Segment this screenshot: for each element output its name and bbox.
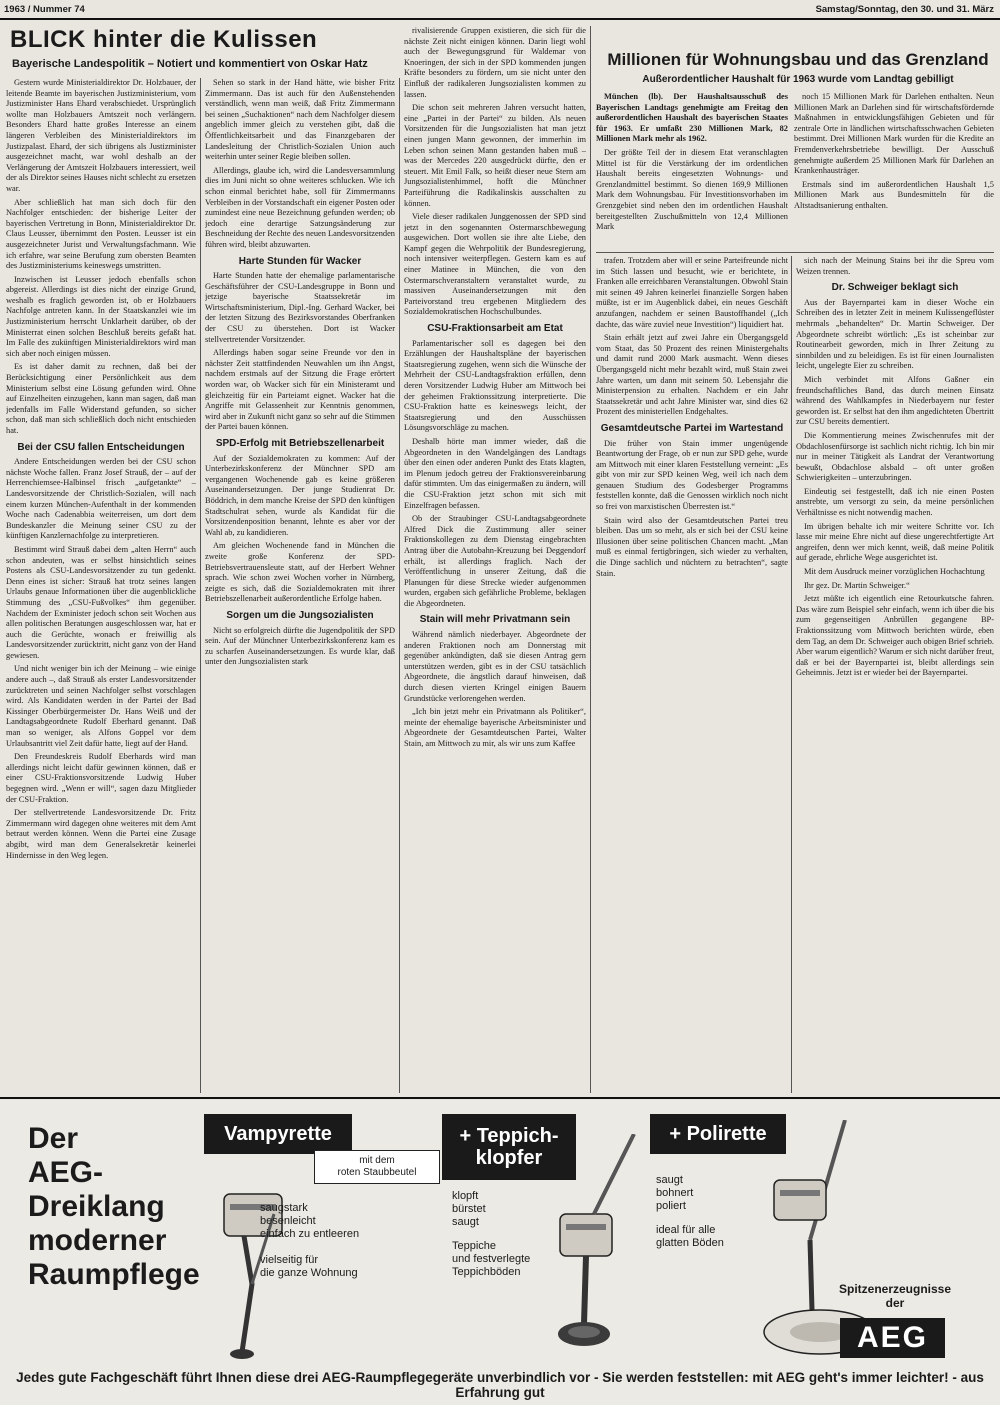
aeg-logo: AEG	[840, 1318, 945, 1358]
col2c-paras	[205, 454, 395, 605]
column-3	[404, 26, 586, 1093]
paragraph: Deshalb hörte man immer wieder, daß die Abgeordneten in den Wandelgängen des Landtags über den einen oder anderen Punkt des Etats klagten, im Plenum jedoch getreu der Fraktionsvereinbarung dafür stimmten. Um das einigermaßen zu ändern, will die CSU-Fraktion jetzt schon mit sich mit Einzelfragen befassen.	[404, 436, 586, 510]
col2-paras	[205, 78, 395, 251]
paragraph: Allerdings haben sogar seine Freunde vor den in nächster Zeit stattfindenden Neuwahlen um ihn Angst, nachdem erstmals auf der Sitzung die Frage erörtert worden war, ob Wacker sich für ein Ministeramt und gleichzeitig für ein Parteiamt eignet. Wacker hat die Angriffe mit Gelassenheit zur Kenntnis genommen, wird aber in Zukunft nicht ganz so sehr auf die Stimmen der Partei bauen können.	[205, 348, 395, 432]
paragraph: Allerdings, glaube ich, wird die Landesversammlung dies im Juni nicht so ohne weiteres schlucken. Wie ich schon einmal berichtet habe, soll für Zimmermanns Verbleiben in der Vorstandschaft ein eigener Posten oder zumindest eine neue Bezeichnung gefunden werden; ob jedoch eine derartige Satzungsänderung zur Beschneidung der Rechte des neuen Landesvorsitzenden führen wird, bleibt abzuwarten.	[205, 165, 395, 249]
paragraph: Die schon seit mehreren Jahren versucht hatten, eine „Partei in der Partei“ zu bilden. Als neuen Vorsitzenden für die Jungsozialisten hat man jetzt einen jungen Mann gewonnen, der immerhin im Leben schon seinen Mann gestanden haben muß – was der Mercedes 220 ausgedrückt dürfte, den er steuert. Mit Emil Falk, so heißt dieser neue Stern am Jungsozialistenhimmel, hofft die Münchner Parteiführung die Radikalinskis ausschalten zu können.	[404, 103, 586, 208]
col2b-paras	[205, 271, 395, 433]
polirette-features-a: saugt bohnert poliert	[656, 1174, 694, 1212]
left-article-title: BLICK hinter die Kulissen	[10, 26, 318, 53]
column-4-lower	[596, 256, 788, 1093]
paragraph: Und nicht weniger bin ich der Meinung – wie einige andere auch –, daß Strauß als erster Landesvorsitzender zurücktreten und seinen Nachfolger selbst vorschlagen wird. Als Kandidaten werden in der Partei der Bad Kissinger Oberbürgermeister Dr. Hans Weiß und der Landtagsabgeordnete Rudolf Eberhard genannt. Daß man so weniger, als Alfons Goppel vor dem Urlaubsantritt viel Zeit dafür hatte, liegt auf der Hand.	[6, 664, 196, 748]
col4b-paras	[596, 256, 788, 418]
paragraph: Eindeutig sei festgestellt, daß ich nie einen Posten anstrebte, um versorgt zu sein, da meine persönlichen Verhältnisse es nicht notwendig machen.	[796, 486, 994, 518]
paragraph: Nicht so erfolgreich dürfte die Jugendpolitik der SPD sein. Auf der Münchner Unterbezirkskonferenz kam es zu scharfen Auseinandersetzungen. Es wurde klar, daß unter den Jungsozialisten stark	[205, 625, 395, 667]
ad-panel-vampyrette	[204, 1114, 444, 1372]
subheading-stain: Stain will mehr Privatmann sein	[419, 614, 571, 626]
vampyrette-features-b: vielseitig für die ganze Wohnung	[260, 1254, 358, 1279]
paragraph: Am gleichen Wochenende fand in München die zweite große Konferenz der SPD-Betriebsvertrauensleute statt, auf der Herbert Wehner sprach. Wie schon zwei Wochen vorher in Nürnberg, zeigte es sich, daß die Sozialdemokraten mit ihrer Betriebszellenarbeit außerordentliche Erfolge haben.	[205, 541, 395, 604]
column-rule	[200, 78, 201, 1093]
paragraph: Andere Entscheidungen werden bei der CSU schon nächste Woche fallen. Franz Josef Strauß, der – auf der Herrenchiemsee-Halbinsel frisch „aufgetankte“ – Landesvorsitzende der Christlich-Sozialen, will nach einem kurzen München-Aufenthalt in der kommenden Woche nach Cadenabbia weiterreisen, um dort dem Bundeskanzler die Meinung seiner CSU zu der künftigen Kanzlernachfolge zu interpretieren.	[6, 457, 196, 541]
paragraph: Bestimmt wird Strauß dabei dem „alten Herrn“ auch schon andeuten, was er selbst hinsichtlich seines Postens als CSU-Landesvorsitzender zu tun gedenkt. Denn eines ist sicher: Strauß hat trotz seines langen Urlaubs genaue Informationen über die augenblickliche Stimmung des „CSU-Fußvolkes“ ihm gegenüber. Nachdem der Exminister jedoch schon seit Wochen aus allen politischen Beratungen ausgeschlossen war, hat er auch die Gerüchte, wonach er freiwillig als Landesvorsitzender zurücktritt, nicht ganz von der Hand gewiesen.	[6, 544, 196, 660]
col3c-paras	[404, 630, 586, 750]
section-rule	[596, 252, 994, 253]
ad-headline: Der AEG- Dreiklang moderner Raumpflege	[28, 1122, 200, 1291]
ad-panel-teppichklopfer	[442, 1114, 642, 1372]
paragraph: Im übrigen behalte ich mir weitere Schritte vor. Ich lasse mir meine Ehre nicht auf diese ungerechtfertigte Art angreifen, denn wer mich kennt, weiß, daß meine Politik auf gerade, ehrliche Wege ausgerichtet ist.	[796, 521, 994, 563]
paragraph: Der stellvertretende Landesvorsitzende Dr. Fritz Zimmermann wird dagegen ohne weiteres mit dem Amt betraut werden können. Wenn die Partei eine Zusage abgibt, wird man dem Generalsekretär keinerlei Hindernisse in den Weg legen.	[6, 808, 196, 860]
paragraph: noch 15 Millionen Mark für Darlehen enthalten. Neun Millionen Mark an Darlehen sind für wirtschaftsfördernde Maßnahmen in entwicklungsfähigen Gebieten und für zentrale Orte in ländlichen wirtschaftsschwachen Gebieten bestimmt. Drei Millionen Mark wurden für die Kredite an Fremdenverkehrsbetriebe bewilligt. Der Ausschuß genehmigte außerdem 25 Millionen Mark für Darlehen an Krankenhausträger.	[794, 92, 994, 176]
column-rule	[791, 256, 792, 1093]
col2d-paras	[205, 626, 395, 668]
left-article-kicker: Bayerische Landespolitik – Notiert und kommentiert von Oskar Hatz	[12, 58, 368, 70]
paragraph: Mit dem Ausdruck meiner vorzüglichen Hochachtung	[804, 567, 985, 577]
paragraph: Die Kommentierung meines Zwischenrufes mit der Obdachlosenfürsorge ist sachlich nicht richtig. Ich bin mir nur in meiner Tätigkeit als Landrat der Verantwortung bewußt, Obdachlose alsbald – oft unter großen Schwierigkeiten – unterzubringen.	[796, 430, 994, 483]
col5-paras	[794, 92, 994, 212]
column-2	[205, 78, 395, 1093]
col1b-paras	[6, 457, 196, 861]
paragraph: „Ich bin jetzt mehr ein Privatmann als Politiker“, meinte der ehemalige bayerische Arbeitsminister und Abgeordnete der Gesamtdeutschen Partei, Walter Stain, am Mittwoch zu mir, als wir uns zum Kaffee	[404, 707, 586, 748]
col1-paras	[6, 78, 196, 437]
paragraph: Den Freundeskreis Rudolf Eberhards wird man allerdings nicht leicht dafür gewinnen können, daß er einer CSU-Fraktionsvorsitzende Ludwig Huber begegnen wird. „Wenn er will“, sagen dazu Mitglieder der CSU-Fraktion.	[6, 752, 196, 804]
col3-paras	[404, 26, 586, 318]
paragraph: Stain erhält jetzt auf zwei Jahre ein Übergangsgeld vom Staat, das 50 Prozent des reinen Ministergehalts und damit rund 2000 Mark ausmacht. Wenn dieses Übergangsgeld nicht mehr bezahlt wird, muß Stain zwei Jahre warten, um dann mit seinem 50. Lebensjahr die Ministerpension zu erhalten. Nachdem er ein Jahr Staatssekretär und acht Jahre Minister war, sind dies 62 Prozent des ministeriellen Endgehaltes.	[596, 333, 788, 417]
header-rule	[0, 18, 1000, 20]
paragraph: sich nach der Meinung Stains bei ihr die Spreu vom Weizen trennen.	[796, 256, 994, 276]
aeg-advertisement	[0, 1100, 1000, 1405]
subheading-etat: CSU-Fraktionsarbeit am Etat	[427, 323, 563, 335]
polirette-title: + Polirette	[650, 1114, 786, 1154]
carpet-beater-illustration	[534, 1134, 644, 1374]
paragraph: Stain wird also der Gesamtdeutschen Partei treu bleiben. Das um so mehr, als er sich bei der CSU keine Illusionen über seine politischen Chancen macht. „Man muß es einmal fertigbringen, sich wieder zu verhalten, die Dinge sachlich und nüchtern zu betrachten“, sagte Stain.	[596, 515, 788, 578]
paragraph: Parlamentarischer soll es dagegen bei den Erzählungen der Haushaltspläne der bayerischen Staatsregierung zugehen, wenn sich die Wünsche der Mehrheit der CSU-Landtagsfraktion erfüllen, denn deren Vorsitzender Ludwig Huber am Mittwoch bei der geheimen Fraktionssitzung interpretierte. Die CSU-Fraktion hatte es keineswegs leicht, der Staatsregierung und den Ausschüssen Lösungsvorschläge zu machen.	[404, 338, 586, 433]
col4-paras	[596, 148, 788, 233]
col4c-paras	[596, 439, 788, 580]
subheading-schweiger: Dr. Schweiger beklagt sich	[831, 282, 959, 294]
vampyrette-title: Vampyrette	[204, 1114, 352, 1154]
subheading-wacker: Harte Stunden für Wacker	[238, 255, 362, 267]
column-5-lower	[796, 256, 994, 1093]
column-1	[6, 78, 196, 1093]
polirette-features-b: ideal für alle glatten Böden	[656, 1224, 724, 1249]
paragraph: Harte Stunden hatte der ehemalige parlamentarische Geschäftsführer der CSU-Landesgruppe in Bonn und jetzige bayerische Staatssekretär im Wirtschaftsministerium, Dipl.-Ing. Gerhard Wacker, bei der letzten Sitzung des Bezirksvorstandes Oberfranken der CSU zu überstehen. Dort ist Wacker stellvertretender Vorsitzender.	[205, 271, 395, 344]
paragraph: Der größte Teil der in diesem Etat veranschlagten Mittel ist für die Verstärkung der im ordentlichen Haushalt bereits eingesetzten Wohnungs- und Grenzlandmittel bestimmt. So dienen 169,9 Millionen Mark dem Wohnungsbau. Für Investitionsvorhaben im Grenzgebiet sind neben den im ordentlichen Haushalt bereitgestellten Zuschußmitteln von 12,4 Millionen Mark	[596, 147, 788, 232]
right-article-lead: München (lb). Der Haushaltsausschuß des Bayerischen Landtags genehmigte am Freitag den außerordentlichen Haushalt des bayerischen Staates für 1963. Er umfaßt 230 Millionen Mark, 82 Millionen Mark mehr als 1962.	[596, 92, 788, 144]
column-4-top	[596, 92, 788, 250]
right-article-title: Millionen für Wohnungsbau und das Grenzland	[607, 50, 989, 69]
paragraph: Während nämlich niederbayer. Abgeordnete der anderen Fraktionen noch am Donnerstag mit gegenüber ankündigten, daß sie diesen Antrag gern unterstützen werden, gibt es in der CSU tatsächlich Abgeordnete, die ängstlich darauf hinweisen, daß durch diesen vierten Kringel einigen Bauern Grundstücke verlorengehen werden.	[404, 630, 586, 703]
vampyrette-features-a: saugstark besenleicht einfach zu entleeren	[260, 1202, 360, 1240]
paragraph: Sehen so stark in der Hand hätte, wie bisher Fritz Zimmermann. Das ist auch für den Außenstehenden verständlich, wenn man weiß, daß Fritz Zimmermann bei seinen „Suchaktionen“ nach dem Nachfolger diesem angeblich immer gleich zu verstehen gibt, daß die Öffentlichkeitsarbeit und das Finanzgebaren der Landesleitung der Christlich-Sozialen Union auch weiterhin unter seiner Regie bleiben sollen.	[205, 78, 395, 162]
ad-footer: Jedes gute Fachgeschäft führt Ihnen diese drei AEG-Raumpflegegeräte unverbindlich vor - Sie werden feststellen: mit AEG geht's immer leichter! - aus Erfahrung gut	[16, 1370, 984, 1400]
col5b-paras	[796, 256, 994, 277]
teppichklopfer-features-a: klopft bürstet saugt	[452, 1190, 486, 1228]
paragraph: Viele dieser radikalen Junggenossen der SPD sind jetzt in den sogenannten Ostermarschbewegung ausgewichen. Dort wollen sie ihre alte Liebe, den Kampf gegen die Wehrpolitik der Bundesregierung, noch intensiver weiterpflegen. Gestern kam es auf einer Matinee in München, die von den Ostermarschveranstaltern veranstaltet wurde, zu massiven Auseinandersetzungen mit den Parteivorstand treu ergebenen Mitgliedern des Sozialdemokratischen Hochschulbundes.	[404, 212, 586, 317]
page-header	[0, 0, 1000, 18]
column-rule	[590, 26, 591, 1093]
paragraph: Mich verbindet mit Alfons Gaßner ein freundschaftliches Band, das durch meinen Einsatz während des Wahlkampfes in Niederbayern nur fester geworden ist. Er selbst hat den ihm angedichteten Übertritt zur CSU bereits dementiert.	[796, 374, 994, 427]
col5c-paras	[796, 298, 994, 679]
column-5-top	[794, 92, 994, 250]
right-article-kicker: Außerordentlicher Haushalt für 1963 wurde vom Landtag gebilligt	[642, 74, 954, 85]
subheading-jungsozialisten: Sorgen um die Jungsozialisten	[226, 609, 374, 621]
paragraph: Auf der Sozialdemokraten zu kommen: Auf der Unterbezirkskonferenz der Münchner SPD am vergangenen Wochenende gab es keine größeren Auseinandersetzungen. Der junge Studienrat Dr. Böddrich, in dem manche Kreise der SPD den künftigen Stadtschulrat sehen, wurde als Kandidat für die Vorsitzendenposition benannt, lehnte es aber vor der Wahl ab, zu kandidieren.	[205, 453, 395, 537]
teppichklopfer-title: + Teppich- klopfer	[442, 1114, 576, 1180]
page-number: 1963 / Nummer 74	[4, 4, 85, 15]
paragraph: Jetzt müßte ich eigentlich eine Retourkutsche fahren. Das wäre zum Beispiel sehr einfach, wenn ich über die bis zum gegenseitigen Anbrüllen gegangene BP-Fraktionssitzung vom Mittwoch berichten würde, eben dem Tag, an dem Dr. Schweiger auch obigen Brief schrieb. Aber warum eigentlich? Warum er sich nicht darüber freut, daß er bei der Bayernpartei ist, bleibt allerdings sein Geheimnis. Jetzt ist er wieder bei der Bayernpartei.	[796, 594, 994, 678]
issue-date: Samstag/Sonntag, den 30. und 31. März	[815, 4, 994, 15]
paragraph: trafen. Trotzdem aber will er seine Parteifreunde nicht im Stich lassen und besucht, wie er berichtete, in Franken alle erreichbaren Veranstaltungen. Obwohl Stain mit seinen 49 Jahren keinerlei finanzielle Sorgen haben müßte, ist er im Augenblick dabei, ein neues Geschäft anzufangen, nachdem er seinen Baustoffhandel („Ich dachte, das wäre zuviel neue Investition“) liquidiert hat.	[596, 256, 788, 329]
paragraph: Aus der Bayernpartei kam in dieser Woche ein Schreiben des in letzter Zeit in meinem Kulissengeflüster mehrmals „behandelten“ Dr. Martin Schweiger. Der Abgeordnete schreibt wörtlich: „Es ist scheinbar zur Routinearbeit geworden, mich in Ihrer Zeitung zu sinnbilden und zu beleidigen. Es ist für einen Journalisten leicht, ungelegte Eier zu schreiben.	[796, 297, 994, 371]
paragraph: Aber schließlich hat man sich doch für den Nachfolger entschieden: der bisherige Leiter der bayerischen Vertretung in Bonn, Ministerialdirektor Dr. Claus Leusser, übernimmt den Posten. Leusser ist ein ausgezeichneter Jurist und Verwaltungsfachmann. Wie ich erfahre, war seine Berufung zum obersten Beamten des Justizministeriums keineswegs umstritten.	[6, 197, 196, 271]
paragraph: Ihr gez. Dr. Martin Schweiger.“	[804, 580, 910, 590]
teppichklopfer-features-b: Teppiche und festverlegte Teppichböden	[452, 1240, 531, 1278]
subheading-csu: Bei der CSU fallen Entscheidungen	[17, 441, 185, 453]
paragraph: Ob der Straubinger CSU-Landtagsabgeordnete Alfred Dick die Zustimmung aller seiner Fraktionskollegen zu dem Dienstag eingebrachten Antrag über die Autobahn-Kreuzung bei Deggendorf erhält, ist allerdings fraglich. Nach der Veröffentlichung in unserer Zeitung, daß die Planungen für diese Strecke wieder aufgenommen wurden, ergaben sich gefährliche Probleme, beklagen die Abgeordneten.	[404, 514, 586, 608]
subheading-spd: SPD-Erfolg mit Betriebszellenarbeit	[215, 438, 385, 449]
paragraph: Es ist daher damit zu rechnen, daß bei der Berücksichtigung einer Persönlichkeit aus dem Ministerium selbst eine Lösung gefunden wird. Ohne auf Einzelheiten einzugehen, kann man sagen, daß man jedenfalls im Falle Widerstand gefunden, so sicher schon, daß man sich schließlich doch nicht entschieden hat.	[6, 362, 196, 435]
column-rule	[399, 78, 400, 1093]
subheading-gesamtdeutsche: Gesamtdeutsche Partei im Wartestand	[600, 422, 784, 434]
paragraph: Gestern wurde Ministerialdirektor Dr. Holzbauer, der leitende Beamte im bayerischen Justizministerium, vom Justizminister Hans Ehard verabschiedet. Ursprünglich wollte man Holzbauers Amtszeit noch verlängern. Besonders Ehard hatte großes Interesse an einem längeren Verbleiben des Ministerialdirektors im Justizpalast. Ehard, der sich übrigens als Justizminister ausgezeichnet macht, war wohl deshalb an der Verlängerung der Amtszeit Holzbauers interessiert, weil der als Direktor seines Hauses nicht schlecht zu ersetzen war.	[6, 78, 196, 193]
ad-top-rule	[0, 1097, 1000, 1099]
paragraph: Die früher von Stain immer ungenügende Beantwortung der Frage, ob er nun zur SPD gehe, wurde am Mittwoch mit einer klaren Feststellung verneint: „Es gibt von mir zur SPD keinen Weg, weil ich nach dem genauen Studium des Godesberger Programms feststellen konnte, daß die Genossen wirklich noch nicht so frei von marxistischen Überresten ist.“	[596, 438, 788, 512]
paragraph: Inzwischen ist Leusser jedoch ebenfalls schon abgereist. Allerdings ist dies nicht der einzige Grund, weshalb es fraglich geworden ist, ob er Holzbauers Nachfolge antreten kann. In der Staatskanzlei wie im Justizministerium herrscht Unklarheit darüber, ob der Ministerrat einen solchen Beschluß bereits gefaßt hat. Im Falle des zukünftigen Ministerialdirektors wird man sich aber noch einigen müssen.	[6, 274, 196, 358]
vampyrette-subtitle: mit dem roten Staubbeutel	[314, 1150, 440, 1184]
paragraph: rivalisierende Gruppen existieren, die sich für die nächste Zeit nicht einigen können. Darin liegt wohl auch der Bewegungsgrund für Waldemar von Knoeringen, der sich in der SPD kommenden jungen Kräfte besonders zu fördern, um sie nicht unter den Einfluß der radikaleren Jungsozialisten kommen zu lassen.	[404, 26, 586, 99]
paragraph: Erstmals sind im außerordentlichen Haushalt 1,5 Millionen Mark aus Bundesmitteln für die Altstadtsanierung enthalten.	[794, 179, 994, 210]
col3b-paras	[404, 339, 586, 610]
ad-tagline: Spitzenerzeugnisse der	[838, 1282, 952, 1310]
